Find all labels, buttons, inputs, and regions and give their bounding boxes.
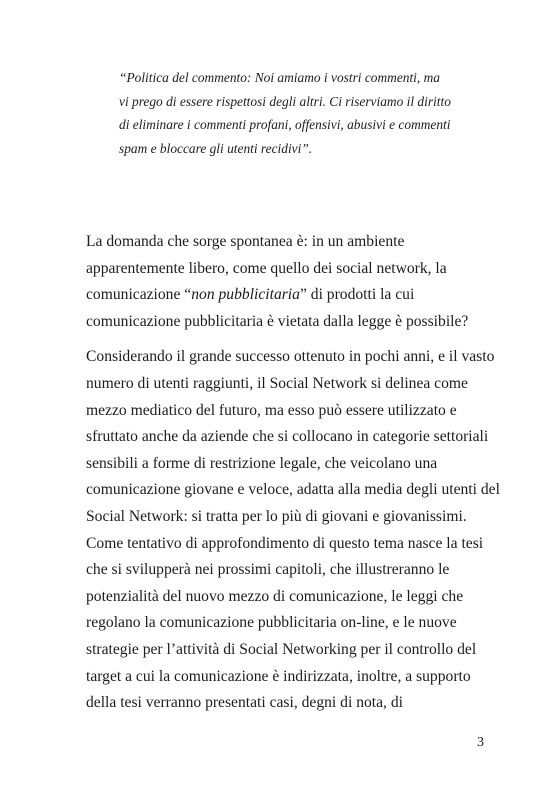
italic-term: non pubblicitaria [191, 286, 300, 304]
text-line: La domanda che sorge spontanea è: in un ambiente [86, 233, 405, 250]
text-line: apparentemente libero, come quello dei social network, la [86, 259, 447, 277]
text-line [86, 282, 486, 309]
text-line: numero di utenti raggiunti, il Social Network si delinea come [86, 374, 468, 392]
text-line: strategie per l’attività di Social Networking per il controllo del [86, 640, 477, 658]
text-line: potenzialità del nuovo mezzo di comunicazione, le leggi che [86, 587, 464, 605]
text-line: sensibili a forme di restrizione legale, che veicolano una [86, 454, 438, 472]
text-line: della tesi verranno presentati casi, degni di nota, di [86, 694, 403, 712]
paragraph-question [86, 229, 486, 335]
text-segment: ” di prodotti la cui [299, 286, 415, 304]
paragraph-thesis [86, 344, 500, 716]
body-text [86, 229, 500, 717]
text-line: mezzo mediatico del futuro, ma esso può essere utilizzato e [86, 401, 457, 419]
text-line: che si svilupperà nei prossimi capitoli, che illustreranno le [86, 561, 450, 579]
paragraph-spacer [86, 335, 486, 344]
text-line: Considerando il grande successo ottenuto in pochi anni, e il vasto [86, 348, 495, 366]
page-number: 3 [477, 735, 484, 750]
quote-line: “Politica del commento: Noi amiamo i vostri commenti, ma [119, 70, 440, 85]
text-line: regolano la comunicazione pubblicitaria on-line, e le nuove [86, 614, 457, 632]
quote-line: di eliminare i commenti profani, offensivi, abusivi e commenti [119, 117, 451, 132]
text-line: comunicazione giovane e veloce, adatta alla media degli utenti del [86, 481, 500, 499]
text-line: comunicazione pubblicitaria è vietata dalla legge è possibile? [86, 312, 469, 330]
text-line: target a cui la comunicazione è indirizzata, inoltre, a supporto [86, 667, 471, 685]
quote-line: spam e bloccare gli utenti recidivi”. [119, 140, 313, 156]
text-segment: comunicazione “ [86, 286, 192, 304]
text-line: Social Network: si tratta per lo più di giovani e giovanissimi. [86, 507, 467, 525]
quote-line: vi prego di essere rispettosi degli altri. Ci riserviamo il diritto [119, 93, 451, 109]
text-line: sfruttato anche da aziende che si collocano in categorie settoriali [86, 428, 489, 446]
text-line: Come tentativo di approfondimento di questo tema nasce la tesi [86, 534, 484, 552]
comment-policy-quote [119, 66, 459, 160]
